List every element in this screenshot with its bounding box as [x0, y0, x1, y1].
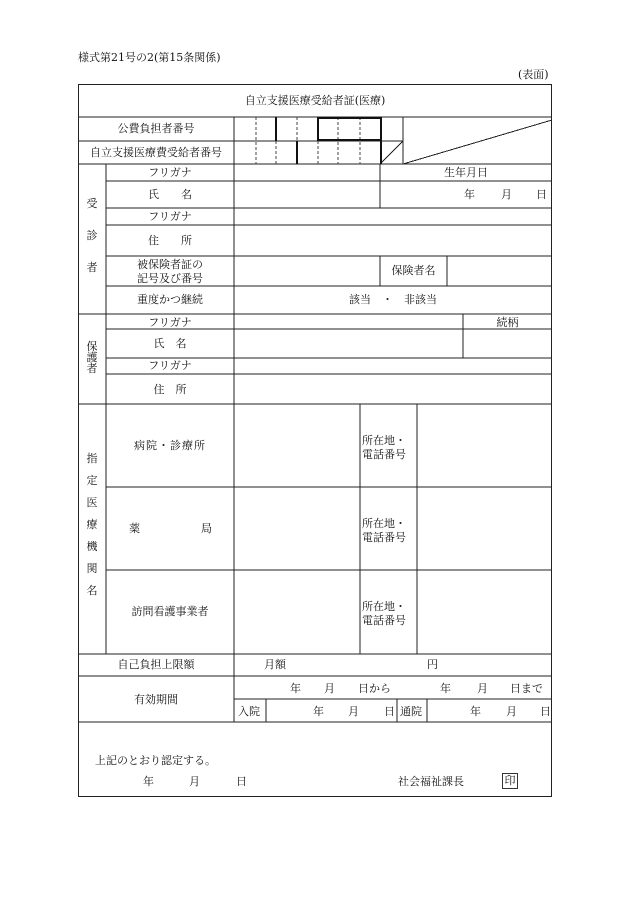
pharmacy-label-first: 薬	[129, 522, 140, 535]
validity-to-month: 月	[477, 682, 488, 695]
institution-group-char: 関	[86, 562, 98, 575]
validity-from-month: 月	[324, 682, 335, 695]
hospital-clinic-label: 病院・診療所	[134, 439, 206, 452]
location-line2: 電話番号	[362, 448, 406, 461]
guardian-group-char: 保	[86, 340, 98, 353]
institution-group-char: 療	[86, 518, 98, 531]
certificate-title: 自立支援医療受給者証(医療)	[244, 94, 386, 107]
location-line1: 所在地・	[362, 434, 406, 447]
inpatient-month: 月	[348, 705, 359, 718]
certification-month: 月	[189, 775, 200, 788]
outpatient-day: 日	[540, 705, 551, 718]
copay-yen-label: 円	[427, 658, 438, 671]
location-line1: 所在地・	[362, 517, 406, 530]
copay-monthly-label: 月額	[264, 658, 286, 671]
side-label: (表面)	[518, 68, 549, 81]
visiting-nurse-label: 訪問看護事業者	[131, 605, 209, 618]
insurance-number-label	[106, 258, 234, 286]
certification-statement: 上記のとおり認定する。	[95, 754, 216, 767]
form-number: 様式第21号の2(第15条関係)	[78, 51, 221, 64]
outpatient-year: 年	[470, 705, 481, 718]
pharmacy-label-second: 局	[201, 522, 212, 535]
insurance-label-line2: 記号及び番号	[137, 272, 203, 285]
institution-group-char: 医	[86, 496, 98, 509]
pharmacy-location-label	[362, 517, 406, 545]
guardian-group-char: 護	[86, 351, 98, 364]
recipient-group-char: 診	[86, 229, 98, 242]
birthdate-month: 月	[501, 188, 512, 201]
insurance-label-line1: 被保険者証の	[137, 258, 203, 271]
outpatient-month: 月	[506, 705, 517, 718]
recipient-number-label: 自立支援医療費受給者番号	[90, 146, 222, 159]
inpatient-label: 入院	[238, 705, 260, 718]
institution-group-char: 機	[86, 540, 98, 553]
recipient-group-label	[85, 198, 99, 273]
seal-mark: 印	[502, 773, 518, 789]
guardian-group-char: 者	[86, 362, 98, 375]
location-line2: 電話番号	[362, 531, 406, 544]
validity-to-year: 年	[440, 682, 451, 695]
institution-group-char: 定	[86, 474, 98, 487]
location-line2: 電話番号	[362, 614, 406, 627]
insurer-name-label: 保険者名	[391, 264, 436, 277]
recipient-group-char: 受	[86, 197, 98, 210]
copay-limit-label: 自己負担上限額	[117, 658, 195, 671]
guardian-furigana-label: フリガナ	[148, 316, 192, 329]
validity-from-day: 日から	[358, 682, 391, 695]
validity-period-label: 有効期間	[134, 693, 178, 706]
institution-group-char: 指	[86, 452, 98, 465]
nurse-location-label	[362, 600, 406, 628]
issuer-title: 社会福祉課長	[398, 775, 464, 788]
inpatient-day: 日	[384, 705, 395, 718]
guardian-furigana2-label: フリガナ	[148, 359, 192, 372]
recipient-address-label: 住 所	[148, 234, 192, 247]
severe-continuous-label: 重度かつ継続	[137, 293, 203, 306]
guardian-address-label: 住 所	[153, 383, 187, 396]
validity-to-day: 日まで	[510, 682, 543, 695]
outpatient-label: 通院	[400, 705, 422, 718]
payer-number-label: 公費負担者番号	[117, 122, 195, 135]
guardian-group-label	[85, 341, 99, 374]
recipient-furigana2-label: フリガナ	[148, 210, 192, 223]
recipient-furigana-label: フリガナ	[148, 166, 192, 179]
institution-group-char: 名	[86, 584, 98, 597]
birthdate-day: 日	[536, 188, 547, 201]
location-line1: 所在地・	[362, 600, 406, 613]
recipient-name-label: 氏 名	[148, 188, 192, 201]
birthdate-header: 生年月日	[444, 166, 488, 179]
applicable-options: 該当 ・ 非該当	[349, 293, 437, 306]
hospital-location-label	[362, 434, 406, 462]
guardian-name-label: 氏 名	[153, 337, 187, 350]
birthdate-year: 年	[464, 188, 475, 201]
validity-from-year: 年	[290, 682, 301, 695]
certification-year: 年	[143, 775, 154, 788]
institution-group-label	[85, 453, 99, 596]
guardian-relationship-label: 続柄	[496, 316, 519, 329]
inpatient-year: 年	[313, 705, 324, 718]
certification-day: 日	[236, 775, 247, 788]
recipient-group-char: 者	[86, 261, 98, 274]
